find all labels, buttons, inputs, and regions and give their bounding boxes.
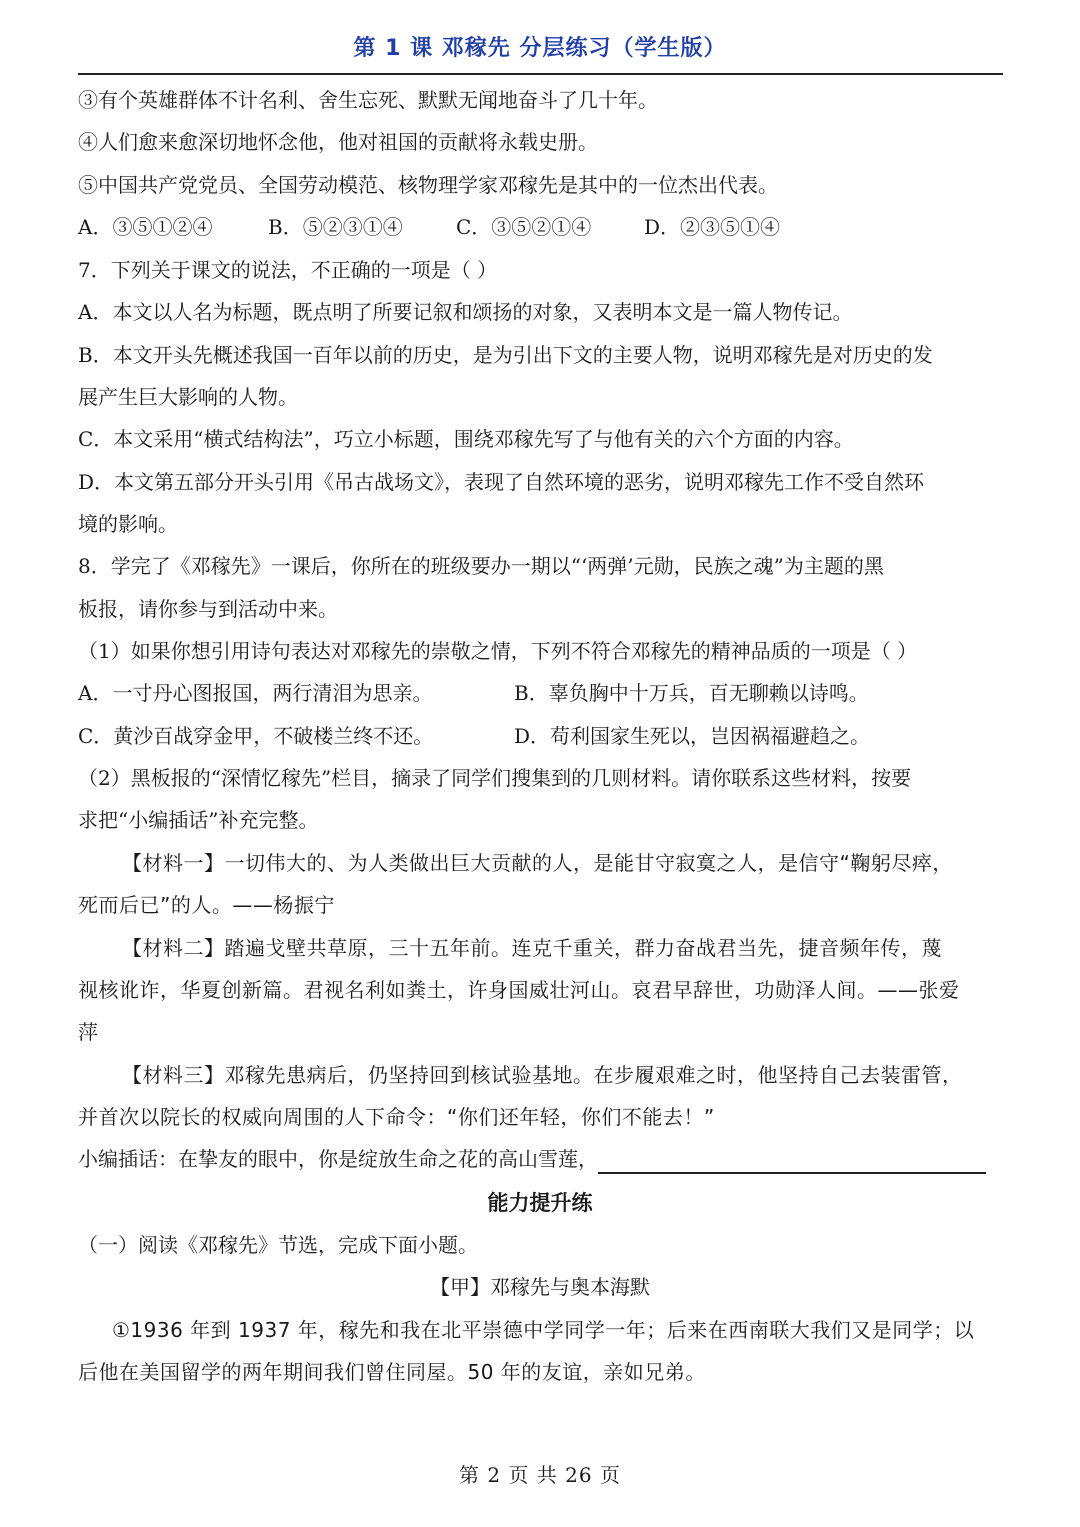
passage-paragraph-1-line1: ①1936 年到 1937 年，稼先和我在北平崇德中学同学一年；后来在西南联大我们又是同学；以 (112, 1318, 975, 1342)
q7-option-d-line2: 境的影响。 (78, 512, 178, 536)
page-number: 第 2 页 共 26 页 (459, 1463, 621, 1487)
q8-part2-line1: （2）黑板报的“深情忆稼先”栏目，摘录了同学们搜集到的几则材料。请你联系这些材料，按要 (78, 766, 912, 790)
q6-option-d: D．②③⑤①④ (644, 215, 781, 239)
q7-option-a: A．本文以人名为标题，既点明了所要记叙和颂扬的对象，又表明本文是一篇人物传记。 (78, 300, 853, 324)
material-3-line1: 【材料三】邓稼先患病后，仍坚持回到核试验基地。在步履艰难之时，他坚持自己去装雷管， (122, 1063, 963, 1087)
q7-option-b-line1: B．本文开头先概述我国一百年以前的历史，是为引出下文的主要人物，说明邓稼先是对历史的发 (78, 343, 933, 367)
material-1-line1: 【材料一】一切伟大的、为人类做出巨大贡献的人，是能甘守寂寞之人，是信守“鞠躬尽瘁， (122, 851, 953, 875)
material-1-line2: 死而后已”的人。——杨振宁 (78, 893, 335, 917)
q8-part1-option-a: A．一寸丹心图报国，两行清泪为思亲。 (78, 681, 433, 705)
q6-option-b: B．⑤②③①④ (268, 215, 403, 239)
material-2-line3: 萍 (78, 1020, 99, 1044)
passage-subtitle: 【甲】邓稼先与奥本海默 (430, 1275, 650, 1299)
q6-sentence-3: ③有个英雄群体不计名利、舍生忘死、默默无闻地奋斗了几十年。 (78, 88, 658, 112)
q6-option-c: C．③⑤②①④ (456, 215, 592, 239)
q7-option-c: C．本文采用“横式结构法”，巧立小标题，围绕邓稼先写了与他有关的六个方面的内容。 (78, 427, 854, 451)
q6-options (78, 212, 1003, 242)
q8-stem-line1: 8．学完了《邓稼先》一课后，你所在的班级要办一期以“‘两弹’元勋，民族之魂”为主题的黑 (78, 554, 884, 578)
q8-stem-line2: 板报，请你参与到活动中来。 (78, 597, 338, 621)
q6-sentence-5: ⑤中国共产党党员、全国劳动模范、核物理学家邓稼先是其中的一位杰出代表。 (78, 173, 778, 197)
material-2-line1: 【材料二】踏遍戈壁共草原，三十五年前。连克千重关，群力奋战君当先，捷音频年传，蔑 (122, 936, 942, 960)
material-3-line2: 并首次以院长的权威向周围的人下命令：“你们还年轻，你们不能去！” (78, 1105, 715, 1129)
q8-part1-option-d: D．苟利国家生死以，岂因祸福避趋之。 (514, 724, 871, 748)
q6-sentence-4: ④人们愈来愈深切地怀念他，他对祖国的贡献将永载史册。 (78, 130, 598, 154)
passage-paragraph-1-line2: 后他在美国留学的两年期间我们曾住同屋。50 年的友谊，亲如兄弟。 (78, 1360, 706, 1384)
q8-part1-options-row1 (78, 678, 1003, 708)
q7-option-b-line2: 展产生巨大影响的人物。 (78, 385, 298, 409)
q8-part1-option-c: C．黄沙百战穿金甲，不破楼兰终不还。 (78, 724, 434, 748)
q6-option-a: A．③⑤①②④ (78, 215, 213, 239)
q8-part1-options-row2 (78, 721, 1003, 751)
q7-option-d-line1: D．本文第五部分开头引用《吊古战场文》，表现了自然环境的恶劣，说明邓稼先工作不受自然环 (78, 470, 925, 494)
material-2-line2: 视核讹诈，华夏创新篇。君视名利如粪土，许身国威壮河山。哀君早辞世，功勋泽人间。——张爱 (78, 978, 960, 1002)
q7-stem: 7．下列关于课文的说法，不正确的一项是（ ） (78, 258, 498, 282)
q8-part2-line2: 求把“小编插话”补充完整。 (78, 808, 319, 832)
editor-insert-text: 小编插话：在挚友的眼中，你是绽放生命之花的高山雪莲， (78, 1147, 598, 1171)
reading-intro: （一）阅读《邓稼先》节选，完成下面小题。 (78, 1233, 478, 1257)
header-rule (78, 73, 1003, 75)
answer-blank[interactable] (598, 1148, 986, 1174)
q8-part1-stem: （1）如果你想引用诗句表达对邓稼先的崇敬之情，下列不符合邓稼先的精神品质的一项是（ ） (78, 639, 918, 663)
q8-part1-option-b: B．辜负胸中十万兵，百无聊赖以诗鸣。 (514, 681, 869, 705)
editor-insert-line (78, 1144, 1003, 1174)
page-header-title: 第 1 课 邓稼先 分层练习（学生版） (353, 36, 727, 61)
section-title: 能力提升练 (487, 1191, 593, 1215)
